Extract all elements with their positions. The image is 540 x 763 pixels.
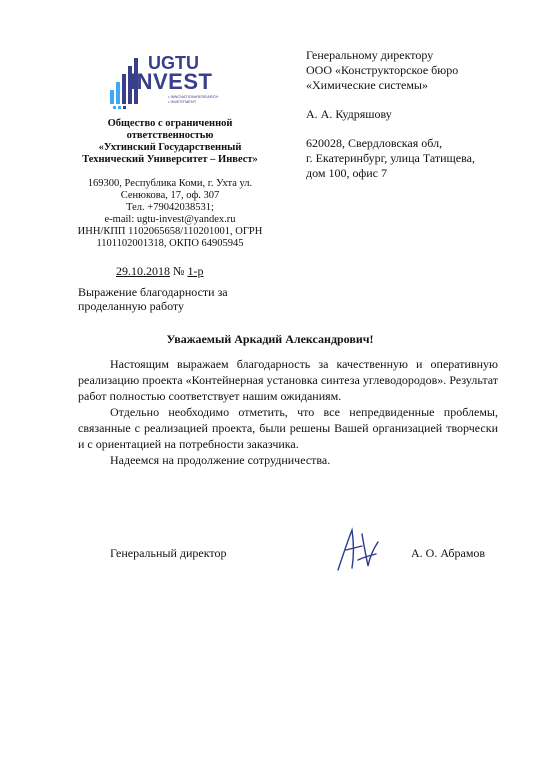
body-paragraph: Настоящим выражаем благодарность за качественную и оперативную реализацию проекта «Контейнерная установка синтеза углеводородов». Результат работ полностью соответствует нашим ожиданиям. [78,357,498,403]
recipient-block [306,48,516,181]
document-subject [78,285,268,313]
organization-name [60,118,280,166]
logo-ugtu-text: UGTU [148,53,199,73]
recipient-line: «Химические системы» [306,78,428,92]
handwritten-signature [318,520,408,580]
salutation: Уважаемый Аркадий Александрович! [166,332,374,346]
logo-tagline-line: • INNOVATION•RESEARCH [168,94,219,99]
body-paragraph: Надеемся на продолжение сотрудничества. [110,453,331,467]
document-number: 1-р [187,264,204,278]
signatory-name: А. О. Абрамов [411,546,486,560]
contact-line: 169300, Республика Коми, г. Ухта ул. [87,178,253,189]
body-paragraph: Отдельно необходимо отметить, что все непредвиденные проблемы, связанные с реализацией проекта, были решены Вашей организацией творчески и с ориентацией на потребности заказчика. [78,405,498,451]
signatory-title: Генеральный директор [110,546,227,560]
company-logo [108,52,220,112]
recipient-address-line: 620028, Свердловская обл, [306,136,443,150]
document-date: 29.10.2018 [116,264,170,278]
recipient-name: А. А. Кудряшову [306,107,392,121]
recipient-line: ООО «Конструкторское бюро [306,63,459,77]
contact-email: e-mail: ugtu-invest@yandex.ru [104,214,236,225]
recipient-address-line: г. Екатеринбург, улица Татищева, [306,151,475,165]
contact-line: ИНН/КПП 1102065658/110201001, ОГРН [77,226,263,237]
logo-tagline [168,94,218,104]
subject-line: проделанную работу [78,299,184,313]
recipient-address-line: дом 100, офис 7 [306,166,387,180]
logo-invest-text: INVEST [130,69,213,94]
logo-tagline-line: • INVESTMENT [168,99,197,104]
recipient-line: Генеральному директору [306,48,434,62]
letter-body [78,356,498,468]
org-name-line: Технический Университет – Инвест» [82,154,258,165]
org-name-line: Общество с ограниченной [107,118,233,129]
sender-organization [60,118,280,250]
contact-line: Тел. +79042038531; [126,202,214,213]
org-name-line: ответственностью [126,130,214,141]
document-reference [116,264,203,279]
organization-contacts [60,178,280,250]
contact-line: Сенюкова, 17, оф. 307 [120,190,220,201]
org-name-line: «Ухтинский Государственный [98,142,242,153]
subject-line: Выражение благодарности за [78,285,228,299]
contact-line: 1101102001318, ОКПО 64905945 [96,238,244,249]
number-sign: № [173,264,185,278]
